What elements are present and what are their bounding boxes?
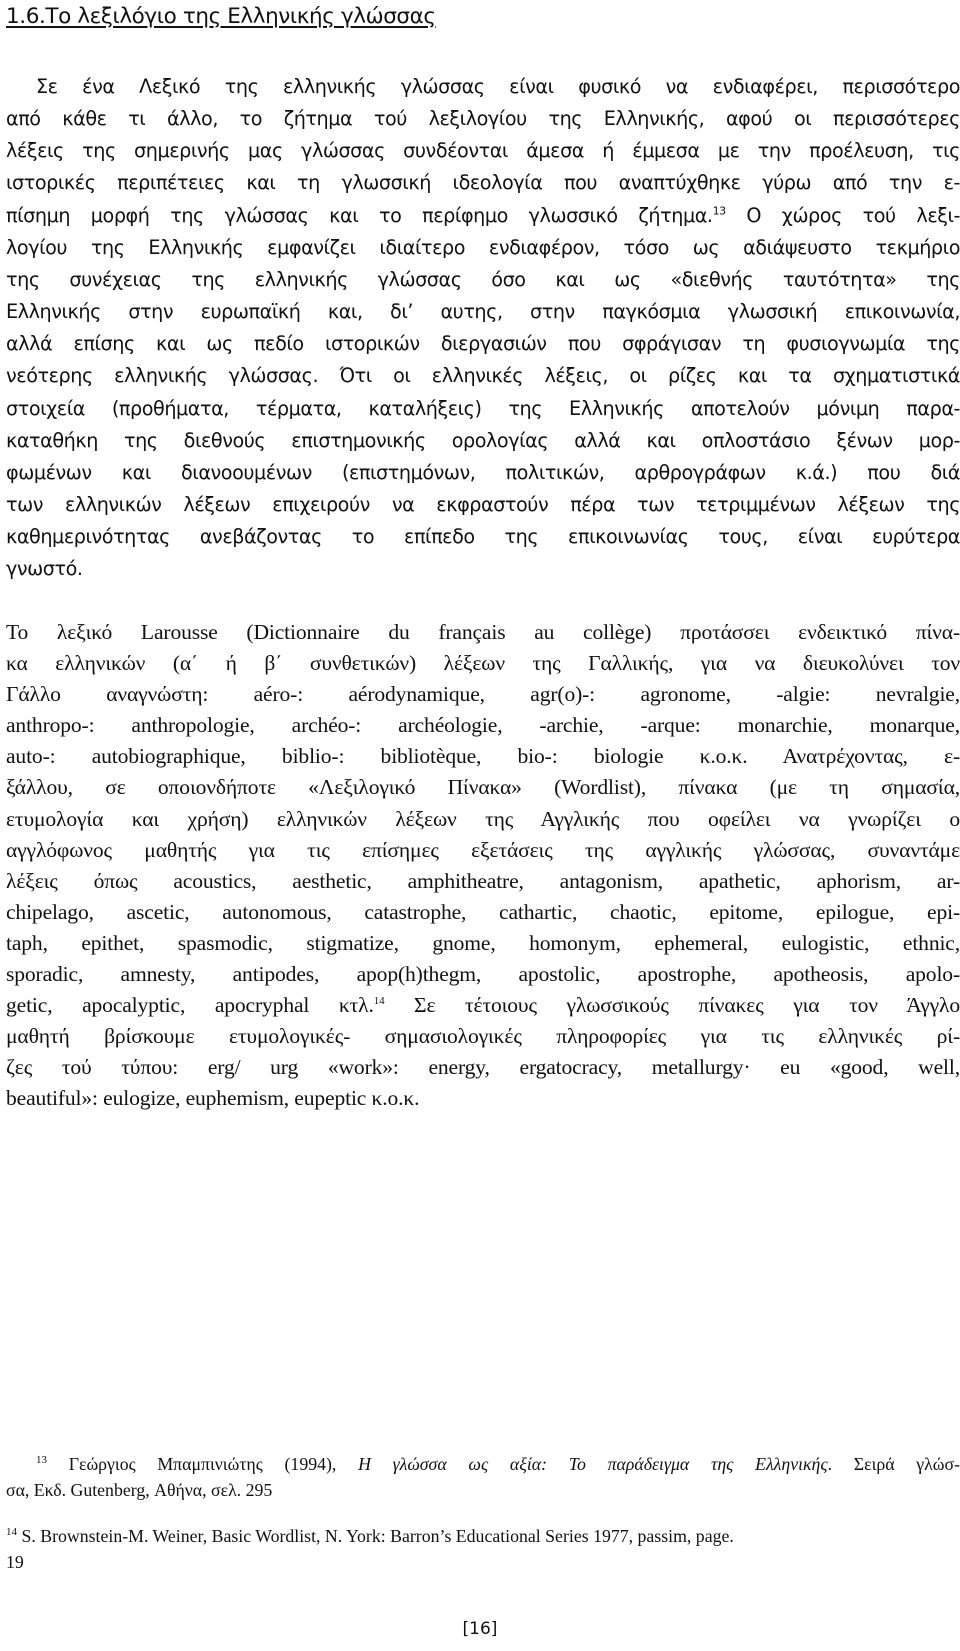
text-line: beautiful»: eulogize, euphemism, eupeptic κ.ο.κ. [6,1086,420,1111]
text-line: φωμένων και διανοουμένων (επιστημόνων, πολιτικών, αρθρογράφων κ.ά.) που διά [6,460,960,484]
footnote-text: Γεώργιος Μπαμπινιώτης (1994), [47,1454,359,1474]
text-line: ετυμολογία και χρήση) ελληνικών λέξεων της Αγγλικής που οφείλει να γνωρίζει ο [6,806,960,831]
footnote-mark: 14 [6,1526,17,1539]
footnote-13 [6,1451,960,1503]
section-heading: 1.6.Το λεξιλόγιο της Ελληνικής γλώσσας [6,4,436,29]
footnote-mark: 13 [36,1454,47,1467]
page-number: [16] [462,1619,498,1639]
footnote-line: σα, Εκδ. Gutenberg, Αθήνα, σελ. 295 [6,1480,273,1500]
text-line: Σε ένα Λεξικό της ελληνικής γλώσσας είναι φυσικό να ενδιαφέρει, περισσότερο [36,75,960,98]
footnote-text: S. Brownstein-M. Weiner, Basic Wordlist, N. York: Barron’s Educational Series 1977, passim, page. [17,1526,734,1546]
text-line: auto-: autobiographique, biblio-: bibliotèque, bio-: biologie κ.ο.κ. Ανατρέχοντας, ε- [6,744,960,769]
text-line: Το λεξικό Larousse (Dictionnaire du français au collège) προτάσσει ενδεικτικό πίνα- [6,620,960,644]
text-line [6,200,960,232]
text-line: taph, epithet, spasmodic, stigmatize, gnome, homonym, ephemeral, eulogistic, ethnic, [6,930,960,955]
text-line: καταθήκη της διεθνούς επιστημονικής ορολογίας αλλά και οπλοστάσιο ξένων μορ- [6,428,960,452]
text-line [6,990,960,1021]
text-line: chipelago, ascetic, autonomous, catastrophe, cathartic, chaotic, epitome, epilogue, epi- [6,899,960,924]
text-line: από κάθε τι άλλο, το ζήτημα τού λεξιλογίου της Ελληνικής, αφού οι περισσότερες [6,107,960,131]
text-line: κα ελληνικών (α΄ ή β΄ συνθετικών) λέξεων της Γαλλικής, για να διευκολύνει τον [6,651,960,676]
text-line: anthropo-: anthropologie, archéo-: archéologie, -archie, -arque: monarchie, monarque, [6,713,960,738]
footnote-14 [6,1523,960,1575]
paragraph-2 [6,617,960,1115]
text-fragment: πίσημη μορφή της γλώσσας και το περίφημο γλωσσικό ζήτημα. [6,203,713,227]
footnote-line [6,1523,960,1549]
footnote-line [6,1451,960,1477]
text-line: Γάλλο αναγνώστη: aéro-: aérodynamique, agr(o)-: agronome, -algie: nevralgie, [6,682,960,707]
text-line: της συνέχειας της ελληνικής γλώσσας όσο και ως «διεθνής ταυτότητα» της [6,267,960,291]
paragraph-1 [6,71,960,586]
footnote-ref-13[interactable]: 13 [712,204,726,218]
text-line: των ελληνικών λέξεων επιχειρούν να εκφραστούν πέρα των τετριμμένων λέξεων της [6,493,960,517]
text-fragment: Σε τέτοιους γλωσσικούς πίνακες για τον Άγγλο [384,993,960,1018]
text-fragment: νεότερης ελληνικής γλώσσας. [6,364,319,388]
text-line: ξάλλου, σε οποιονδήποτε «Λεξιλογικό Πίνακα» (Wordlist), πίνακα (με τη σημασία, [6,775,960,800]
footnote-text: . Σειρά γλώσ- [827,1454,960,1474]
footnote-title: Η γλώσσα ως αξία: Το παράδειγμα της Ελληνικής [358,1454,828,1474]
text-line: sporadic, amnesty, antipodes, apop(h)thegm, apostolic, apostrophe, apotheosis, apolo- [6,962,960,987]
text-line: καθημερινότητας ανεβάζοντας το επίπεδο της επικοινωνίας τους, είναι ευρύτερα [6,525,960,549]
text-line: λογίου της Ελληνικής εμφανίζει ιδιαίτερο ενδιαφέρον, τόσο ως αδιάψευστο τεκμήριο [6,235,960,259]
text-line: γνωστό. [6,557,83,581]
text-line: ιστορικές περιπέτειες και τη γλωσσική ιδεολογία που αναπτύχθηκε γύρω από την ε- [6,171,960,195]
text-line: αλλά επίσης και ως πεδίο ιστορικών διεργασιών που σφράγισαν τη φυσιογνωμία της [6,332,960,356]
footnote-ref-14[interactable]: 14 [373,994,385,1007]
footnote-line: 19 [6,1552,24,1572]
text-fragment: Ότι οι ελληνικές λέξεις, οι ρίζες και τα σχηματιστικά [318,364,960,388]
text-line: Ελληνικής στην ευρωπαϊκή και, δι’ αυτης, στην παγκόσμια γλωσσική επικοινωνία, [6,300,960,324]
text-line: ζες τού τύπου: erg/ urg «work»: energy, ergatocracy, metallurgy· eu «good, well, [6,1055,960,1080]
text-fragment: getic, apocalyptic, apocryphal κτλ. [6,993,374,1018]
text-line: μαθητή βρίσκουμε ετυμολογικές- σημασιολογικές πληροφορίες για τις ελληνικές ρί- [6,1024,960,1049]
text-line: λέξεις όπως acoustics, aesthetic, amphitheatre, antagonism, apathetic, aphorism, ar- [6,868,960,893]
text-fragment: Ο χώρος τού λεξι- [725,203,960,227]
text-line: αγγλόφωνος μαθητής για τις επίσημες εξετάσεις της αγγλικής γλώσσας, συναντάμε [6,837,960,862]
text-line [6,360,960,392]
text-line: στοιχεία (προθήματα, τέρματα, καταλήξεις) της Ελληνικής αποτελούν μόνιμη παρα- [6,396,960,420]
text-line: λέξεις της σημερινής μας γλώσσας συνδέονται άμεσα ή έμμεσα με την προέλευση, τις [6,139,960,163]
